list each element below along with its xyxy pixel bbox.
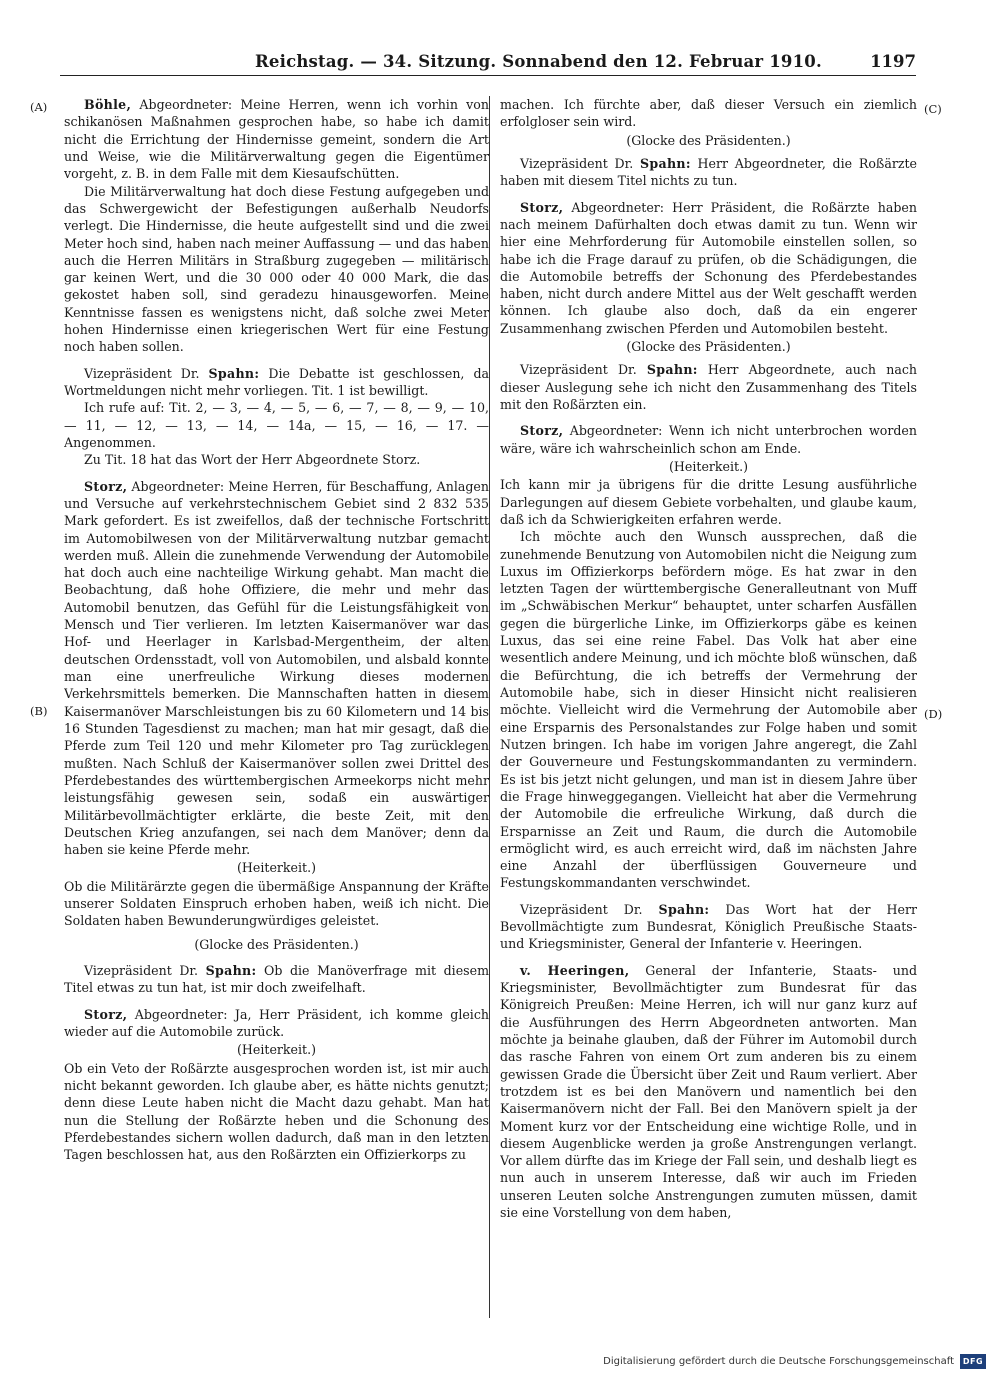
interjection: (Heiterkeit.) [237,860,316,876]
speaker-prefix: Vizepräsident Dr. [520,362,647,378]
paragraph [500,199,917,338]
paragraph [500,962,917,1222]
paragraph: Ob die Militärärzte gegen die übermäßige Anspannung der Kräfte unserer Soldaten Einspruch erhoben haben, weiß ich nicht. Die Soldaten haben Bewunderungwürdiges geleistet. [64,878,489,929]
right-column [500,96,917,1326]
paragraph-text: Abgeordneter: Meine Herren, wenn ich vorhin von schikanösen Maßnahmen gesprochen habe, so habe ich damit nicht die Errichtung der Hindernisse gemeint, sondern die Art und Weise, wie die Militärverwaltung gegen die Eigentümer vorgeht, z. B. in dem Falle mit dem Kiesaufschütten. [64,97,489,182]
page-number: 1197 [870,52,916,71]
paragraph: Ich rufe auf: Tit. 2, — 3, — 4, — 5, — 6, — 7, — 8, — 9, — 10, — 11, — 12, — 13, — 14, — 14a, — 15, — 16, — 17. — Angenommen. [64,400,489,450]
speaker-name: Spahn: [205,963,257,978]
digitization-credit [603,1354,986,1369]
paragraph: Ob ein Veto der Roßärzte ausgesprochen worden ist, ist mir auch nicht bekannt geworden. Ich glaube aber, es hätte nichts genutzt; denn diese Leute haben nicht die Macht dazu gehabt. Man hat nun die Stellung der Roßärzte heben und die Schonung des Pferdebestandes sichern wollen dadurch, daß man in den letzten Tagen beschlossen hat, aus den Roßärzten ein Offizierkorps zu [64,1060,489,1163]
paragraph [64,96,489,183]
margin-mark-b: (B) [30,704,48,718]
speaker-name: Storz, [520,423,564,439]
margin-mark-d: (D) [924,707,943,721]
paragraph-text: General der Infanterie, Staats- und Kriegsminister, Bevollmächtigter zum Bundesrat für das Königreich Preußen: Meine Herren, ich will nur ganz kurz auf die Ausführungen des Herrn Abgeordneten antworten. Man möchte ja beinahe glauben, daß der Führer im Automobil durch das rasche Fahren von einem Ort zum anderen bis zu einem gewissen Grade die Übersicht über Zeit und Raum verliert. Aber trotzdem ist es bei den Manövern und namentlich bei den Kaisermanövern nicht der Fall. Bei den Manövern spielt ja der Moment kurz vor der Entscheidung eine wichtige Rolle, und in diesem Augenblicke werden ja große Anstrengungen verlangt. Vor allem dürfte das im Kriege der Fall sein, und deshalb liegt es nun auch in unserem Interesse, daß wir auch im Frieden unseren Leuten solche Anstrengungen zumuten müssen, damit sie eine Vorstellung von dem haben, [500,962,917,1221]
paragraph-text: Die Debatte ist geschlossen, da Wortmeldungen nicht mehr vorliegen. Tit. 1 ist bewilligt. [64,365,489,398]
speaker-name: Storz, [520,199,564,215]
paragraph-text: Herr Abgeordnete, auch nach dieser Auslegung sehe ich nicht den Zusammenhang des Titels mit den Roßärzten ein. [500,362,917,412]
speaker-name: Spahn: [658,901,710,917]
dfg-logo: DFG [960,1354,986,1369]
speaker-name: Böhle, [84,97,132,112]
running-title: Reichstag. — 34. Sitzung. Sonnabend den 12. Februar 1910. [255,52,822,71]
speaker-name: v. Heeringen, [520,962,630,978]
speaker-name: Spahn: [639,155,691,171]
paragraph-text: Herr Abgeordneter, die Roßärzte haben mit diesem Titel nichts zu tun. [500,155,917,189]
margin-mark-a: (A) [30,100,48,114]
paragraph-text: Abgeordneter: Wenn ich nicht unterbrochen worden wäre, wäre ich wahrscheinlich schon am Ende. [500,423,917,456]
paragraph [500,901,917,953]
header-rule [60,75,916,76]
left-column [64,96,489,1326]
paragraph-text: Das Wort hat der Herr Bevollmächtigte zum Bundesrat, Königlich Preußische Staats- und Kriegsminister, General der Infanterie v. Heeringen. [500,901,917,952]
paragraph: Zu Tit. 18 hat das Wort der Herr Abgeordnete Storz. [84,452,421,468]
interjection: (Glocke des Präsidenten.) [194,936,359,952]
paragraph-text: Abgeordneter: Meine Herren, für Beschaffung, Anlagen und Versuche auf verkehrstechnischem Gebiet sind 2 832 535 Mark gefordert. Es ist zweifellos, daß der technische Fortschritt im Automobilwesen von der Militärverwaltung nutzbar gemacht werden muß. Allein die zunehmende Verwendung der Automobile hat doch auch eine nachteilige Wirkung gehabt. Man macht die Beobachtung, daß hohe Offiziere, die mehr und mehr das Automobil benutzen, das Gefühl für die Leistungsfähigkeit von Mensch und Tier verlieren. Im letzten Kaisermanöver war das Hof- und Heerlager in Karlsbad-Mergentheim, der alten deutschen Ordensstadt, voll von Automobilen, und alsbald konnte man eine unerfreuliche Wirkung dieses modernen Verkehrsmittels bemerken. Die Mannschaften hatten in diesem Kaisermanöver Marschleistungen bis zu 60 Kilometern und 14 bis 16 Stunden Tagesdienst zu machen; man hat mir gesagt, daß die Pferde zum Teil 120 und mehr Kilometer pro Tag zurücklegen mußten. Nach Schluß der Kaisermanöver sollen zwei Drittel des Pferdebestandes des württembergischen Armeekorps nicht mehr leistungsfähig gewesen sein, sodaß ein auswärtiger Militärbevollmächtigter erklärte, die beste Zeit, mit den Deutschen Krieg anzufangen, sei nach dem Manöver; denn da haben sie keine Pferde mehr. [64,478,489,858]
speaker-name: Spahn: [646,362,698,378]
paragraph: Ich möchte auch den Wunsch aussprechen, daß die zunehmende Benutzung von Automobilen nicht die Neigung zum Luxus im Offizierkorps befördern möge. Es hat zwar in den letzten Tagen der württembergische Generalleutnant von Muff im „Schwäbischen Merkur“ behauptet, unter scharfen Ausfällen gegen die bürgerliche Linke, im Offizierkorps gäbe es keinen Luxus, das sei eine reine Fabel. Das Volk hat aber eine wesentlich andere Meinung, und ich möchte bloß wünschen, daß die Befürchtung, die ich betreffs der Vermehrung der Automobile habe, sich in dieser Hinsicht nicht realisieren möchte. Vielleicht wird die Vermehrung der Automobile aber eine Ersparnis des Personalstandes zur Folge haben und somit Nutzen bringen. Ich habe im vorigen Jahre angeregt, die Zahl der Gouverneure und Festungskommandanten zu vermindern. Es ist bis jetzt nicht gelungen, und man ist in diesem Jahre über die Frage hinweggegangen. Vielleicht hat aber die Vermehrung der Automobile die erfreuliche Wirkung, daß durch die Ersparnisse an Zeit und Raum, die durch die Automobile ermöglicht wird, es auch erreicht wird, daß im nächsten Jahre eine Anzahl der überflüssigen Gouverneure und Festungskommandanten verschwindet. [500,529,917,891]
speaker-prefix: Vizepräsident Dr. [84,963,206,978]
interjection: (Heiterkeit.) [237,1042,316,1058]
margin-mark-c: (C) [924,102,942,116]
interjection: (Glocke des Präsidenten.) [626,339,791,355]
paragraph [500,361,917,413]
speaker-prefix: Vizepräsident Dr. [84,365,209,381]
paragraph-text: Abgeordneter: Ja, Herr Präsident, ich komme gleich wieder auf die Automobile zurück. [64,1006,489,1039]
paragraph: machen. Ich fürchte aber, daß dieser Versuch ein ziemlich erfolgloser sein wird. [500,97,917,130]
paragraph [500,422,917,457]
column-divider [489,96,490,1318]
paragraph [64,365,489,400]
speaker-prefix: Vizepräsident Dr. [520,155,640,171]
paragraph: Die Militärverwaltung hat doch diese Festung aufgegeben und das Schwergewicht der Befestigungen außerhalb Neudorfs verlegt. Die Hindernisse, die heute aufgestellt sind und die zwei Meter hoch sind, haben nach meiner Auffassung — und das haben auch die Herren Militärs in Straßburg zugegeben — militärisch gar keinen Wert, und die 30 000 oder 40 000 Mark, die das gekostet haben soll, sind geradezu hinausgeworfen. Meine Kenntnisse fassen es wenigstens nicht, daß solche zwei Meter hohen Hindernisse einen kriegerischen Wert für eine Festung noch haben sollen. [64,183,489,355]
paragraph [500,155,917,190]
speaker-name: Spahn: [208,365,260,381]
credit-text: Digitalisierung gefördert durch die Deutsche Forschungsgemeinschaft [603,1356,954,1367]
paragraph [64,962,489,997]
speaker-name: Storz, [84,1006,128,1022]
interjection: (Glocke des Präsidenten.) [626,132,791,148]
page-header [255,50,916,74]
paragraph-text: Abgeordneter: Herr Präsident, die Roßärzte haben nach meinem Dafürhalten doch etwas damit zu tun. Wenn wir hier eine Mehrforderung für Automobile einstellen sollen, so habe ich die Frage darauf zu prüfen, ob die Schädigungen, die die Automobile betreffs der Schonung des Pferdebestandes haben, nicht durch andere Mittel aus der Welt geschafft werden können. Ich glaube also doch, daß da ein engerer Zusammenhang zwischen Pferden und Automobilen besteht. [500,199,917,336]
paragraph: Ich kann mir ja übrigens für die dritte Lesung ausführliche Darlegungen auf diesem Gebiete vorbehalten, und glaube kaum, daß ich da Schwierigkeiten erfahren werde. [500,477,917,527]
paragraph [64,1006,489,1041]
speaker-prefix: Vizepräsident Dr. [520,901,659,917]
paragraph [64,478,489,859]
interjection: (Heiterkeit.) [669,458,748,474]
paragraph-text: Ob die Manöverfrage mit diesem Titel etwas zu tun hat, ist mir doch zweifelhaft. [64,963,489,996]
speaker-name: Storz, [84,478,128,494]
